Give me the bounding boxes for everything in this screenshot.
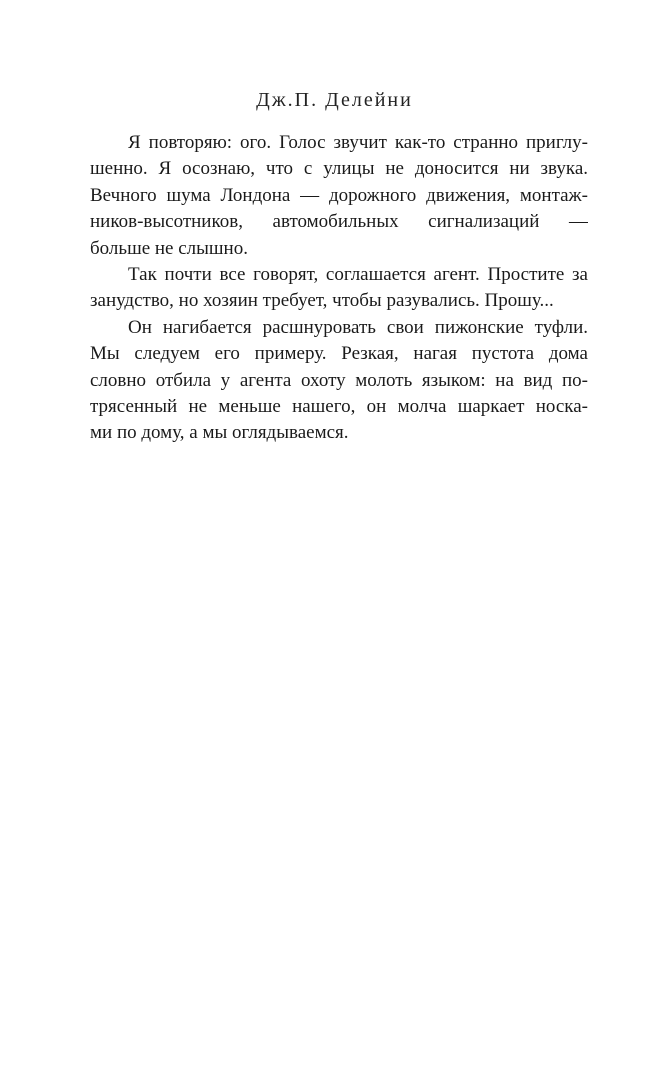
text-line: ников-высотников, автомобильных сигнализаций — [90, 211, 588, 233]
text-line: трясенный не меньше нашего, он молча шаркает носка- [90, 395, 588, 417]
text-line: Так почти все говорят, соглашается агент. Простите за [128, 263, 588, 285]
text-line: больше не слышно. [90, 237, 248, 259]
text-line: ми по дому, а мы оглядываемся. [90, 422, 349, 444]
text-line: занудство, но хозяин требует, чтобы разувались. Прошу... [90, 290, 554, 312]
text-line: шенно. Я осознаю, что с улицы не доносится ни звука. [90, 158, 588, 180]
body-text [90, 130, 588, 447]
text-line: словно отбила у агента охоту молоть языком: на вид по- [90, 369, 588, 391]
running-head: Дж.П. Делейни [256, 89, 413, 111]
text-line: Я повторяю: ого. Голос звучит как-то странно приглу- [128, 132, 588, 153]
text-line: Вечного шума Лондона — дорожного движения, монтаж- [90, 184, 588, 206]
text-line: Он нагибается расшнуровать свои пижонские туфли. [128, 316, 588, 338]
text-line: Мы следуем его примеру. Резкая, нагая пустота дома [90, 343, 588, 365]
